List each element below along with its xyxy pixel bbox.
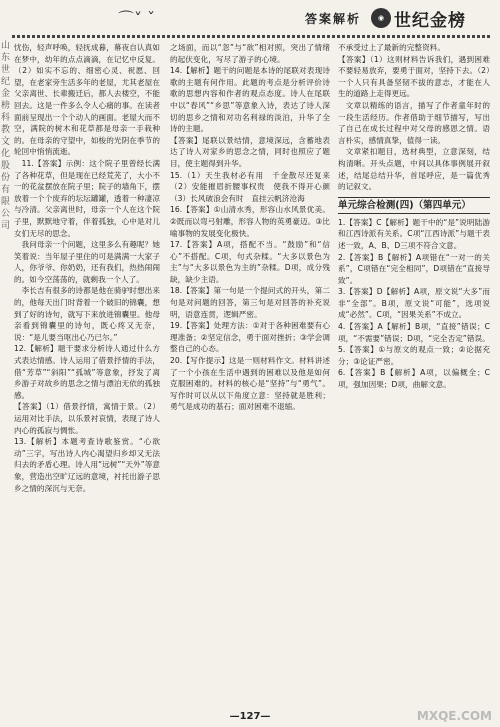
paragraph: 14.【解析】题干的问题是本诗的尾联对表现诗歌的主题有何作用。此题的考点是分析评价诗歌的思想内容和作者的观点态度。诗人在尾联中以“春风”“乡思”等意象入诗，表达了诗人深切的思乡之情和对功名利禄的淡泊，升华了全诗的主题。 — [170, 66, 330, 134]
paragraph: 16.【答案】①山清水秀，形容山水风景优美。②既而以弯弓射雕，形容人物的英勇豪迈。③比喻事物的发展变化极快。 — [170, 205, 330, 238]
paragraph: 18.【答案】第一句是一个提问式的开头，第二句是对问题的回答，第三句是对回答的补充说明，语意连贯，逻辑严密。 — [170, 286, 330, 319]
column-right — [338, 42, 490, 391]
paragraph: 6.【答案】B【解析】A项，以偏概全；C项，强加因果；D项，曲解文意。 — [338, 368, 490, 390]
paragraph: 17.【答案】A项，搭配不当。“鼓励”和“信心”不搭配。C项，句式杂糅。“大多以景色为主”与“大多以景色为主的”杂糅。D项，成分残缺，缺少主语。 — [170, 240, 330, 284]
paragraph: 文章以精练的语言，描写了作者童年时的一段生活经历。作者借助于细节描写，写出了自己在成长过程中对父母的感恩之情。语言朴实，感情真挚，值得一读。 — [338, 100, 490, 145]
paragraph: 1.【答案】C【解析】题干中的“是”说明陆游和江西诗派有关系。C项“江西诗派”与题干表述一致，A、B、D三项不符合文意。 — [338, 217, 490, 250]
brand-name: 世纪金榜 — [394, 11, 466, 31]
page-title: 答案解析 — [305, 12, 362, 26]
page-number: —127— — [229, 711, 271, 722]
paragraph: 12.【解析】题干要求分析诗人通过什么方式表达情感。诗人运用了借景抒情的手法，借“芳草”“斜阳”“孤城”等意象，抒发了离乡游子对故乡的思念之情与漂泊无依的孤独感。 — [14, 344, 160, 400]
section-heading: 单元综合检测(四)（第四单元） — [338, 197, 490, 214]
paragraph: 11.【答案】示例：这个院子里曾经长满了各种花草，但是现在已经荒芜了，大小不一的花盆摆放在院子里；院子的墙角下，摆放着一个个废弃的坛坛罐罐，透着一种凄凉与冷清。父亲离世时，母亲一个人在这个院子里，默默地守着，伴着孤独，心中是对儿女们无尽的思念。 — [14, 158, 160, 238]
paragraph: 我问母亲一个问题，这里多么有趣呢？她笑着说：当年屋子里住的可是满满一大家子人，你爷爷、你奶奶，还有我们，热热闹闹的。如今空荡荡的，就剩我一个人了。 — [14, 240, 160, 284]
paragraph: 【答案】（1）这则材料告诉我们，遇到困难不要轻易放弃，要勇于面对，坚持下去。（2）一个人只有具备坚韧不拔的意志，才能在人生的道路上走得更远。 — [338, 54, 490, 99]
paragraph: 不承受过上了最新的完整资料。 — [338, 43, 446, 52]
paragraph: 之场面，而以“忽”与“欲”相对照，突出了情绪的起伏变化，写尽了游子的心境。 — [170, 43, 330, 64]
watermark: MXQE.COM — [416, 709, 492, 723]
paragraph: 15.（1）天生我材必有用 千金散尽还复来（2）安能摧眉折腰事权贵 使我不得开心颜（3）长风破浪会有时 直挂云帆济沧海 — [170, 170, 330, 203]
brand-logo-icon: ◉ — [371, 8, 391, 28]
paragraph: 文章紧扣题目，选材典型，立意深刻，结构清晰。开头点题，中间以具体事例展开叙述，结尾总结升华，首尾呼应，是一篇优秀的记叙文。 — [338, 147, 490, 192]
paragraph: 20.【写作提示】这是一则材料作文。材料讲述了一个小孩在生活中遇到的困难以及他是如何克服困难的。材料的核心是“坚持”与“勇气”。写作时可以从以下角度立意：坚持就是胜利；勇气是成功的基石；面对困难不退缩。 — [170, 356, 330, 412]
paragraph: 4.【答案】A【解析】B项，“直接”错误；C项，“不需要”错误；D项，“完全否定”错误。 — [338, 322, 490, 343]
paragraph: 忧伤，轻声呼唤，轻抚成暮，幕夜自认真如在梦中，幼年的点点滴滴，在记忆中反复。（2）如实不忘的、细密心灵、祝愿、回望，在老家旁生活多年的老屋，尤其老屋在父亲离世、长辈搬迁后，都人去楼空，不能回去。这是一件多么令人心痛的事。在读者面前呈现出一个个动人的画面。老屋大而不空，满院的树木和花草都是母亲一手栽种的。在母亲的守望中，如梭的光阴在季节的轮回中悄悄流逝。 — [14, 43, 160, 157]
side-strip-text: 山东世纪金榜科教文化股份有限公司 — [1, 41, 11, 231]
bird-decoration-icon: ⌒˅ ˇ — [118, 9, 156, 28]
paragraph: 13.【解析】本题考查诗歌鉴赏。“心欲动”三字，写出诗人内心渴望归乡却又无法归去的矛盾心理。诗人用“远树”“天外”等意象，营造出空旷辽远的意境，衬托出游子思乡之情的深沉与无奈。 — [14, 437, 160, 493]
header — [0, 0, 500, 40]
paragraph: 李长吉有很多的诗都是他在骑驴时想出来的，他每天出门时背着一个破旧的锦囊，想到了好的诗句，就写下来放进锦囊里。他母亲看到锦囊里的诗句，既心疼又无奈，说：“是儿要当呕出心乃已尔。” — [14, 286, 160, 342]
paragraph: 5.【答案】①与原文的观点一致；②论据充分；③论证严密。 — [338, 345, 490, 366]
column-middle — [170, 42, 330, 413]
paragraph: 19.【答案】处理方法：①对于各种困难要有心理准备；②坚定信念，勇于面对挫折；③学会调整自己的心态。 — [170, 321, 330, 354]
paragraph: 【答案】尾联以景结情，意境深远，含蓄地表达了诗人对家乡的思念之情，同时也照应了题目，使主题得到升华。 — [170, 135, 330, 168]
paragraph: 3.【答案】D【解析】A项，原文说“大多”而非“全部”。B项，原文说“可能”，选项说成“必然”。C项，“因果关系”不成立。 — [338, 287, 490, 320]
header-rule — [12, 35, 490, 38]
paragraph: 2.【答案】B【解析】A项错在“一对一的关系”，C项错在“完全相同”，D项错在“直接导致”。 — [338, 252, 490, 285]
column-left — [14, 42, 160, 494]
paragraph: 【答案】（1）借景抒情，寓情于景。（2）运用对比手法，以乐景衬哀情，表现了诗人内心的孤寂与惆怅。 — [14, 402, 160, 435]
